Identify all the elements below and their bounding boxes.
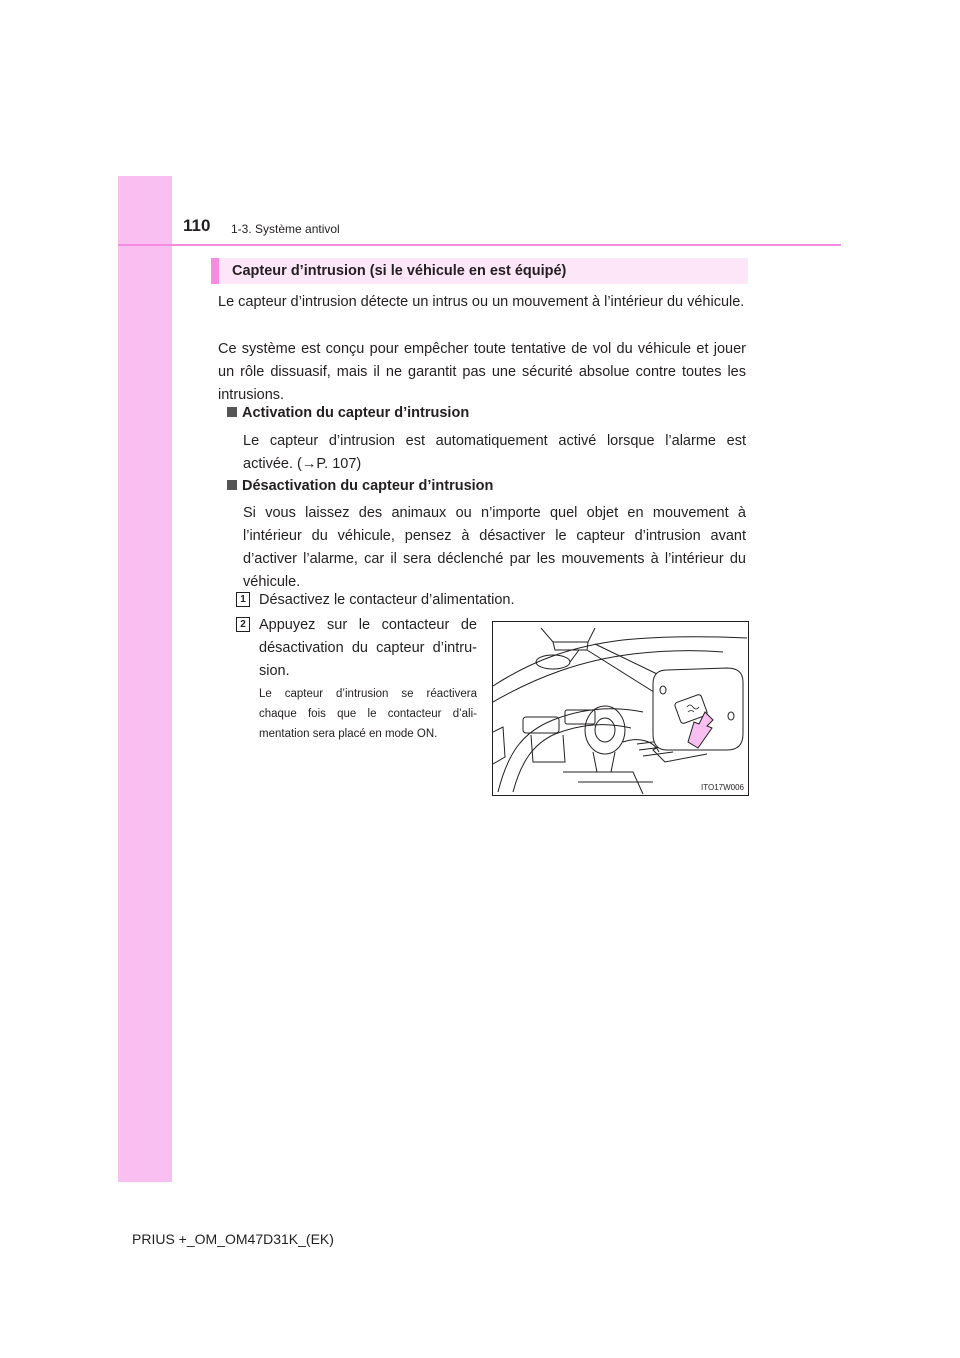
intro-paragraph-1: Le capteur d’intrusion détecte un intrus ou un mouvement à l’intérieur du véhicule. xyxy=(218,294,745,310)
step-1-text: Désactivez le contacteur d’alimentation. xyxy=(259,592,515,608)
header-divider xyxy=(118,244,841,246)
step-2-note: Le capteur d’intrusion se réactivera chaque fois que le contacteur d’ali-mentation sera placé en mode ON. xyxy=(259,688,477,740)
section-heading: Capteur d’intrusion (si le véhicule en est équipé) xyxy=(211,258,748,284)
activation-subheading: Activation du capteur d’intrusion xyxy=(227,403,469,423)
side-tab xyxy=(118,176,172,1182)
square-bullet-icon xyxy=(227,480,237,490)
intro-paragraph-2: Ce système est conçu pour empêcher toute tentative de vol du véhicule et jouer un rôle dissuasif, mais il ne garantit pas une sécurité absolue contre toutes les intrusions. xyxy=(218,341,746,403)
square-bullet-icon xyxy=(227,407,237,417)
deactivation-subheading: Désactivation du capteur d’intrusion xyxy=(227,476,493,496)
step-2-text: Appuyez sur le contacteur de désactivation du capteur d’intru-sion. xyxy=(259,617,477,679)
car-interior-illustration xyxy=(493,622,748,795)
footer-doc-id: PRIUS +_OM_OM47D31K_(EK) xyxy=(132,1231,334,1247)
intrusion-sensor-figure xyxy=(492,621,749,796)
figure-code: ITO17W006 xyxy=(701,783,744,792)
activation-body: Le capteur d’intrusion est automatiquement activé lorsque l’alarme est activée. (→P. 107) xyxy=(243,433,746,472)
section-title: 1-3. Système antivol xyxy=(231,222,340,236)
page-number: 110 xyxy=(183,216,211,235)
step-2-badge: 2 xyxy=(236,617,250,632)
step-1-badge: 1 xyxy=(236,592,250,607)
deactivation-body: Si vous laissez des animaux ou n’importe quel objet en mouvement à l’intérieur du véhicule, pensez à désactiver le capteur d’intrusion avant d’activer l’alarme, car il sera déclenché par les mouvements à l’intérieur du véhicule. xyxy=(243,505,746,590)
